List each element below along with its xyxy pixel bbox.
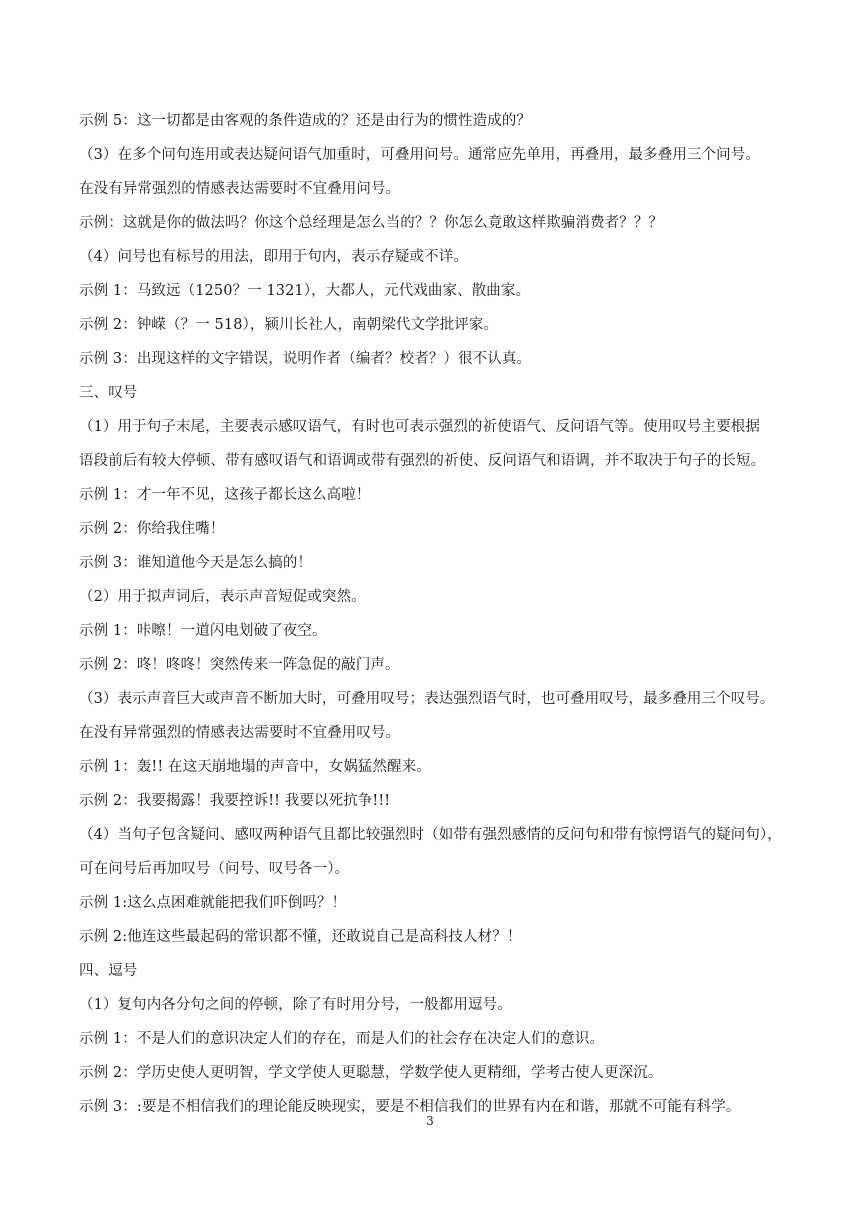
- text-line: 示例 2:他连这些最起码的常识都不懂，还敢说自己是高科技人材？！: [79, 929, 522, 945]
- document-body: [79, 104, 791, 1124]
- text-line: 示例 2：钟嵘（？一 518），颍川长社人，南朝梁代文学批评家。: [79, 317, 499, 333]
- text-line: 示例 2：咚！咚咚！突然传来一阵急促的敲门声。: [79, 657, 400, 673]
- text-line: 示例 1:这么点困难就能把我们吓倒吗？！: [79, 895, 347, 911]
- text-line: 在没有异常强烈的情感表达需要时不宜叠用问号。: [79, 181, 401, 197]
- section-heading: 四、逗号: [79, 963, 138, 979]
- text-line: 可在问号后再加叹号（问号、叹号各一）。: [79, 861, 350, 877]
- text-line: （4）问号也有标号的用法，即用于句内，表示存疑或不详。: [79, 249, 468, 265]
- text-line: 示例 1：咔嚓！一道闪电划破了夜空。: [79, 623, 327, 639]
- text-line: 示例 3：出现这样的文字错误，说明作者（编者？校者？）很不认真。: [79, 351, 532, 367]
- text-line: 示例 2：学历史使人更明智，学文学使人更聪慧，学数学使人更精细，学考古使人更深沉。: [79, 1065, 663, 1081]
- text-line: 示例 5：这一切都是由客观的条件造成的？还是由行为的惯性造成的？: [79, 113, 532, 129]
- text-line: （1）用于句子末尾，主要表示感叹语气，有时也可表示强烈的祈使语气、反问语气等。使用叹号主要根据: [79, 419, 760, 435]
- text-line: 示例 1：马致远（1250？一 1321），大都人，元代戏曲家、散曲家。: [79, 283, 531, 299]
- text-line: 示例 2：你给我住嘴！: [79, 521, 225, 537]
- text-line: 语段前后有较大停顿、带有感叹语气和语调或带有强烈的祈使、反问语气和语调，并不取决于句子的长短。: [79, 453, 766, 469]
- text-line: （2）用于拟声词后，表示声音短促或突然。: [79, 589, 366, 605]
- text-line: （3）表示声音巨大或声音不断加大时，可叠用叹号；表达强烈语气时，也可叠用叹号，最多叠用三个叹号。: [79, 691, 775, 707]
- text-line: 示例 3：谁知道他今天是怎么搞的！: [79, 555, 313, 571]
- text-line: （3）在多个问句连用或表达疑问语气加重时，可叠用问号。通常应先单用，再叠用，最多叠用三个问号。: [79, 147, 760, 163]
- text-line: 在没有异常强烈的情感表达需要时不宜叠用叹号。: [79, 725, 401, 741]
- text-line: 示例 2：我要揭露！我要控诉!! 我要以死抗争!!!: [79, 793, 391, 809]
- text-line: （4）当句子包含疑问、感叹两种语气且都比较强烈时（如带有强烈感情的反问句和带有惊愕语气的疑问句），: [79, 827, 782, 843]
- text-line: 示例 1：不是人们的意识决定人们的存在，而是人们的社会存在决定人们的意识。: [79, 1031, 605, 1047]
- text-line: 示例 1：才一年不见，这孩子都长这么高啦！: [79, 487, 371, 503]
- text-line: （1）复句内各分句之间的停顿，除了有时用分号，一般都用逗号。: [79, 997, 512, 1013]
- text-line: 示例 3：:要是不相信我们的理论能反映现实，要是不相信我们的世界有内在和谐，那就不可能有科学。: [79, 1099, 741, 1115]
- text-line: 示例 1：轰!! 在这天崩地塌的声音中，女娲猛然醒来。: [79, 759, 431, 775]
- section-heading: 三、叹号: [79, 385, 138, 401]
- page-number: 3: [426, 1114, 434, 1128]
- text-line: 示例：这就是你的做法吗？你这个总经理是怎么当的？？你怎么竟敢这样欺骗消费者？？？: [79, 215, 663, 231]
